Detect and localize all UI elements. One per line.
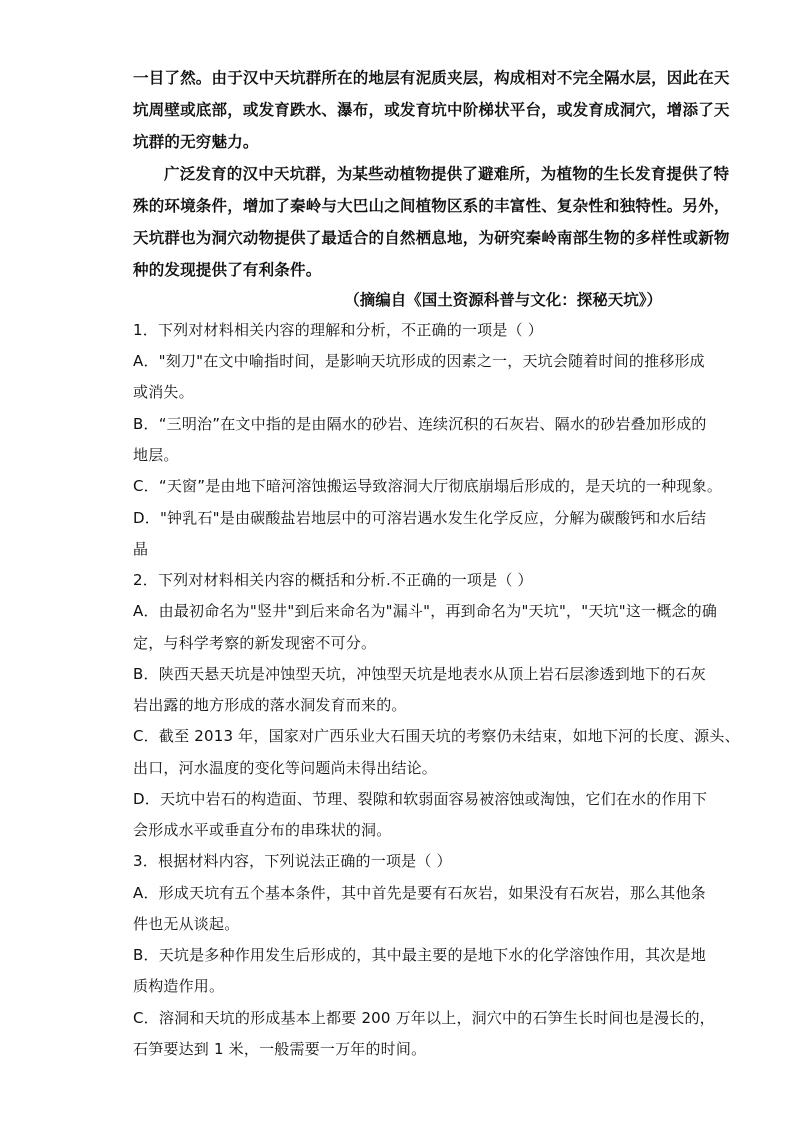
- q2-option-c: C．截至 2013 年，国家对广西乐业大石围天坑的考察仍未结束，如地下河的长度、源头、: [133, 727, 740, 745]
- question-stem-3: 3．根据材料内容，下列说法正确的一项是（ ）: [133, 852, 452, 870]
- q3-option-b: B．天坑是多种作用发生后形成的，其中最主要的是地下水的化学溶蚀作用，其次是地: [133, 946, 706, 964]
- q2-option-d-cont: 会形成水平或垂直分布的串珠状的洞。: [133, 821, 392, 839]
- question-stem-1: 1．下列对材料相关内容的理解和分析，不正确的一项是（ ）: [133, 321, 543, 339]
- q2-option-d: D．天坑中岩石的构造面、节理、裂隙和软弱面容易被溶蚀或淘蚀，它们在水的作用下: [133, 790, 708, 808]
- passage-source: （摘编自《国土资源科普与文化：探秘天坑》）: [344, 290, 662, 309]
- passage-line: 一目了然。由于汉中天坑群所在的地层有泥质夹层，构成相对不完全隔水层，因此在天: [133, 68, 730, 87]
- q2-option-c-cont: 出口，河水温度的变化等问题尚未得出结论。: [133, 759, 438, 777]
- q1-option-d-cont: 晶: [133, 540, 149, 558]
- q3-option-c-cont: 石笋要达到 1 米，一般需要一万年的时间。: [133, 1040, 427, 1058]
- q1-option-a-cont: 或消失。: [133, 383, 194, 401]
- q1-option-c: C．“天窗”是由地下暗河溶蚀搬运导致溶洞大厅彻底崩塌后形成的，是天坑的一种现象。: [133, 477, 723, 495]
- passage-line: 坑群的无穷魅力。: [133, 132, 259, 151]
- q1-option-b-cont: 地层。: [133, 446, 179, 464]
- passage-line: 天坑群也为洞穴动物提供了最适合的自然栖息地，为研究秦岭南部生物的多样性或新物: [133, 228, 730, 247]
- passage-line: 坑周壁或底部，或发育跌水、瀑布，或发育坑中阶梯状平台，或发育成洞穴，增添了天: [133, 100, 730, 119]
- q2-option-b: B．陕西天悬天坑是冲蚀型天坑，冲蚀型天坑是地表水从顶上岩石层渗透到地下的石灰: [133, 665, 706, 683]
- passage-line: 种的发现提供了有利条件。: [133, 260, 322, 279]
- q2-option-a-cont: 定，与科学考察的新发现密不可分。: [133, 634, 377, 652]
- q3-option-a-cont: 件也无从谈起。: [133, 915, 240, 933]
- q1-option-a: A．"刻刀"在文中喻指时间，是影响天坑形成的因素之一，天坑会随着时间的推移形成: [133, 352, 705, 370]
- q2-option-b-cont: 岩出露的地方形成的落水洞发育而来的。: [133, 696, 407, 714]
- question-stem-2: 2．下列对材料相关内容的概括和分析.不正确的一项是（ ）: [133, 571, 533, 589]
- q2-option-a: A．由最初命名为"竖井"到后来命名为"漏斗"，再到命名为"天坑"，"天坑"这一概念的确: [133, 602, 718, 620]
- q3-option-c: C．溶洞和天坑的形成基本上都要 200 万年以上，洞穴中的石笋生长时间也是漫长的，: [133, 1009, 715, 1027]
- q1-option-d: D．"钟乳石"是由碳酸盐岩地层中的可溶岩遇水发生化学反应，分解为碳酸钙和水后结: [133, 509, 707, 527]
- q3-option-a: A．形成天坑有五个基本条件，其中首先是要有石灰岩，如果没有石灰岩，那么其他条: [133, 884, 706, 902]
- q1-option-b: B．“三明治”在文中指的是由隔水的砂岩、连续沉积的石灰岩、隔水的砂岩叠加形成的: [133, 415, 707, 433]
- passage-line: 广泛发育的汉中天坑群，为某些动植物提供了避难所，为植物的生长发育提供了特: [164, 164, 730, 183]
- q3-option-b-cont: 质构造作用。: [133, 977, 225, 995]
- passage-line: 殊的环境条件，增加了秦岭与大巴山之间植物区系的丰富性、复杂性和独特性。另外，: [133, 196, 730, 215]
